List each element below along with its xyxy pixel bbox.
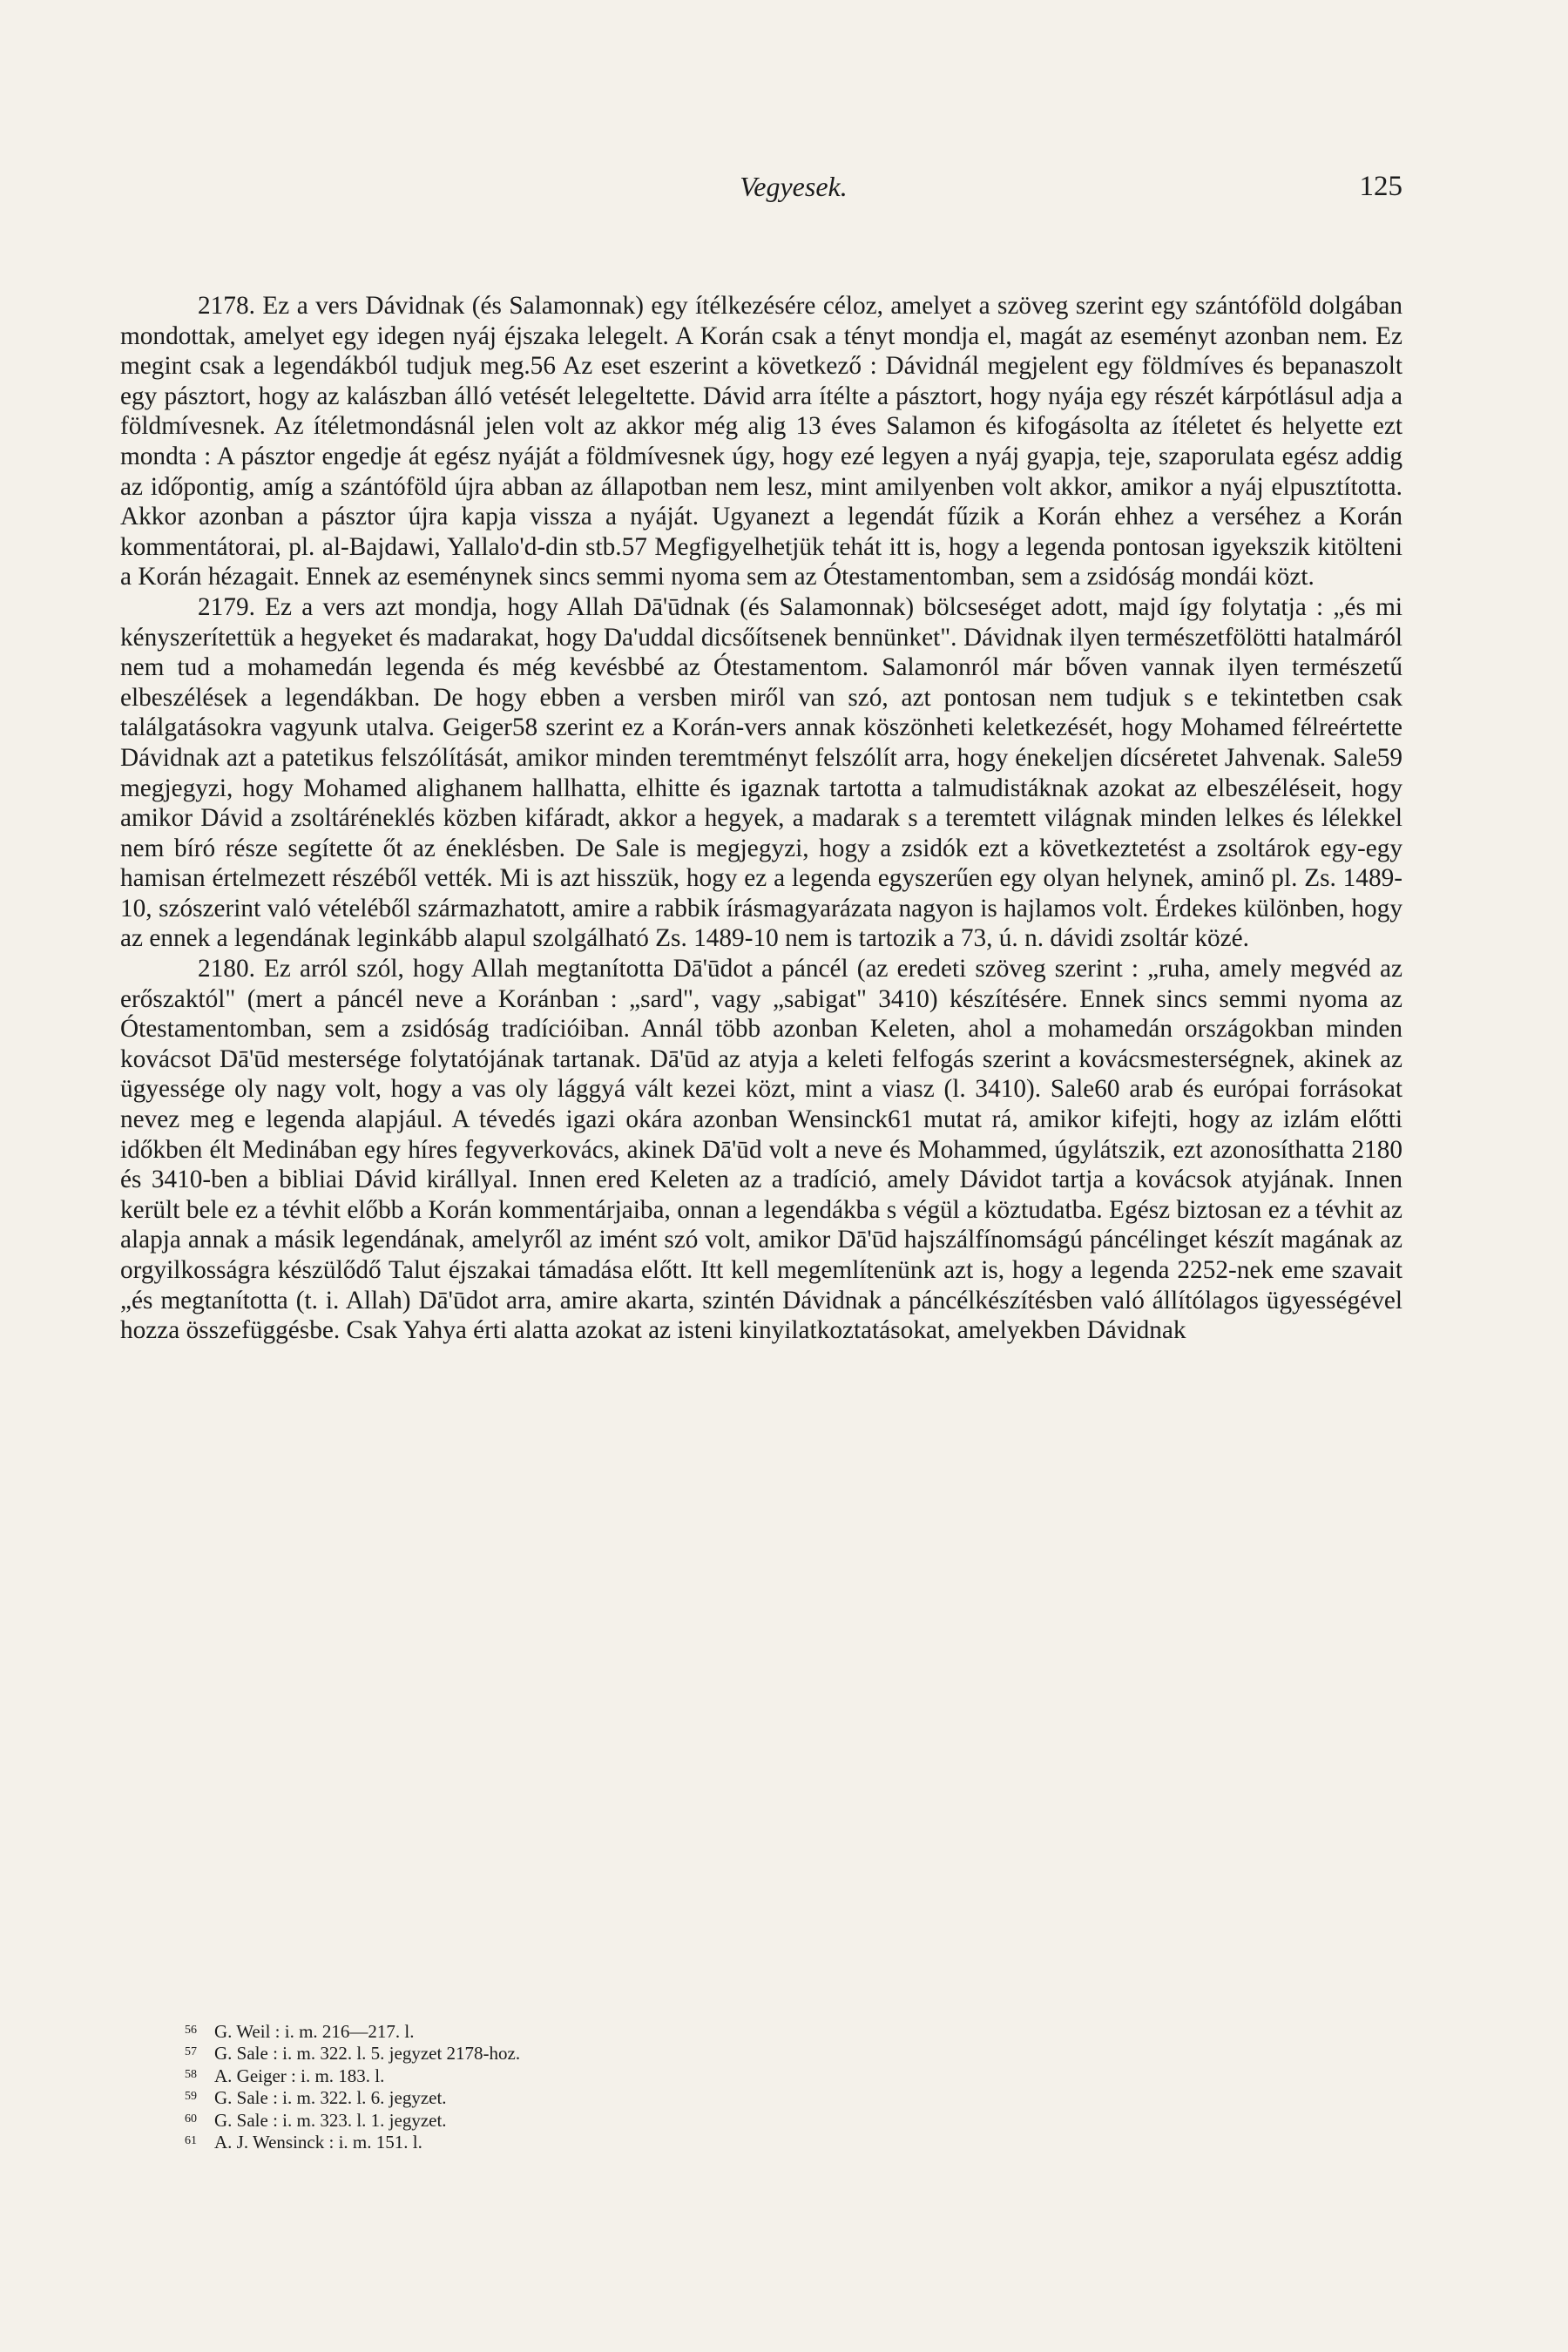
footnote-text: G. Sale : i. m. 322. l. 6. jegyzet. (214, 2087, 447, 2109)
paragraph-2178: 2178. Ez a vers Dávidnak (és Salamonnak) egy ítélkezésére céloz, amelyet a szöveg szerint egy szántóföld dolgában mondottak, amelyet egy idegen nyáj éjszaka lelegelt. A Korán csak a tényt mondja el, magát az eseményt azonban nem. Ez megint csak a legendákból tudjuk meg.56 Az eset eszerint a következő : Dávidnál megjelent egy földmíves és bepanaszolt egy pásztort, hogy az kalászban álló vetését lelegeltette. Dávid arra ítélte a pásztort, hogy nyája egy részét kárpótlásul adja a földmívesnek. Az ítéletmondásnál jelen volt az akkor még alig 13 éves Salamon és kifogásolta az ítéletet és helyette ezt mondta : A pásztor engedje át egész nyáját a földmívesnek úgy, hogy ezé legyen a nyáj gyapja, teje, szaporulata egész addig az időpontig, amíg a szántóföld újra abban az állapotban nem lesz, mint amilyenben volt akkor, amikor a nyáj elpusztította. Akkor azonban a pásztor újra kapja vissza a nyáját. Ugyanezt a legendát fűzik a Korán ehhez a verséhez a Korán kommentátorai, pl. al-Bajdawi, Yallalo'd-din stb.57 Megfigyelhetjük tehát itt is, hogy a legenda pontosan igyekszik kitölteni a Korán hézagait. Ennek az eseménynek sincs semmi nyoma sem az Ótestamentomban, sem a zsidóság mondái közt. (120, 292, 1402, 591)
footnote (185, 2065, 1143, 2086)
footnote-text: G. Sale : i. m. 323. l. 1. jegyzet. (214, 2109, 447, 2131)
page-number: 125 (1359, 171, 1402, 202)
running-header (185, 171, 1402, 209)
footnote-number: 59 (185, 2090, 197, 2104)
main-text (120, 291, 1402, 1346)
footnotes (185, 2020, 1143, 2153)
footnote-number: 60 (185, 2112, 197, 2126)
footnote-text: G. Weil : i. m. 216—217. l. (214, 2021, 415, 2042)
footnote-number: 61 (185, 2134, 197, 2148)
paragraph-2179: 2179. Ez a vers azt mondja, hogy Allah Dā'ūdnak (és Salamonnak) bölcseséget adott, majd így folytatja : „és mi kényszerítettük a hegyeket és madarakat, hogy Da'uddal dicsőítsenek bennünket". Dávidnak ilyen természetfölötti hatalmáról nem tud a mohamedán legenda és még kevésbbé az Ótestamentom. Salamonról már bőven vannak ilyen természetű elbeszélések a legendákban. De hogy ebben a versben miről van szó, azt pontosan nem tudjuk s e tekintetben csak találgatásokra vagyunk utalva. Geiger58 szerint ez a Korán-vers annak köszönheti keletkezését, hogy Mohamed félreértette Dávidnak azt a patetikus felszólítását, amikor minden teremtményt felszólít arra, hogy énekeljen dícséretet Jahvenak. Sale59 megjegyzi, hogy Mohamed alighanem hallhatta, elhitte és igaznak tartotta a talmudistáknak azokat az elbeszéléseit, hogy amikor Dávid a zsoltáréneklés közben kifáradt, akkor a hegyek, a madarak s a teremtett világnak minden lelkes és lélekkel nem bíró része segítette őt az éneklésben. De Sale is megjegyzi, hogy a zsidók ezt a következtetést a zsoltárok egy-egy hamisan értelmezett részéből vették. Mi is azt hisszük, hogy ez a legenda egyszerűen egy olyan helynek, aminő pl. Zs. 1489-10, szószerint való vételéből származhatott, amire a rabbik írásmagyarázata nagyon is hajlamos volt. Érdekes különben, hogy az ennek a legendának leginkább alapul szolgálható Zs. 1489-10 nem is tartozik a 73, ú. n. dávidi zsoltár közé. (120, 592, 1402, 953)
footnote-number: 58 (185, 2067, 197, 2081)
footnote (185, 2042, 1143, 2064)
footnote (185, 2109, 1143, 2131)
footnote-text: G. Sale : i. m. 322. l. 5. jegyzet 2178-hoz. (214, 2043, 521, 2065)
footnote-number: 56 (185, 2024, 197, 2037)
footnote (185, 2020, 1143, 2042)
header-title: Vegyesek. (740, 171, 848, 202)
footnote-text: A. J. Wensinck : i. m. 151. l. (214, 2132, 422, 2153)
footnote (185, 2131, 1143, 2153)
footnote (185, 2086, 1143, 2108)
paragraph-2180: 2180. Ez arról szól, hogy Allah megtanította Dā'ūdot a páncél (az eredeti szöveg szerint : „ruha, amely megvéd az erőszaktól" (mert a páncél neve a Koránban : „sard", vagy „sabigat" 3410) készítésére. Ennek sincs semmi nyoma az Ótestamentomban, sem a zsidóság tradícióiban. Annál több azonban Keleten, ahol a mohamedán országokban minden kovácsot Dā'ūd mestersége folytatójának tartanak. Dā'ūd az atyja a keleti felfogás szerint a kovácsmesterségnek, akinek az ügyessége oly nagy volt, hogy a vas oly lággyá vált kezei közt, mint a viasz (l. 3410). Sale60 arab és európai forrásokat nevez meg e legenda alapjául. A tévedés igazi okára azonban Wensinck61 mutat rá, amikor kifejti, hogy az izlám előtti időkben élt Medinában egy híres fegyverkovács, akinek Dā'ūd volt a neve és Mohammed, úgylátszik, ezt azonosíthatta 2180 és 3410-ben a bibliai Dávid királlyal. Innen ered Keleten az a tradíció, amely Dávidot tartja a kovácsok atyjának. Innen került bele ez a tévhit előbb a Korán kommentárjaiba, onnan a legendákba s végül a köztudatba. Egész biztosan ez a tévhit az alapja annak a másik legendának, amelyről az imént szó volt, amikor Dā'ūd hajszálfínomságú páncélinget készít magának az orgyilkosságra készülődő Talut éjszakai támadása előtt. Itt kell megemlítenünk azt is, hogy a legenda 2252-nek eme szavait „és megtanította (t. i. Allah) Dā'ūdot arra, amire akarta, szintén Dávidnak a páncélkészítésben való állítólagos ügyességével hozza összefüggésbe. Csak Yahya érti alatta azokat az isteni kinyilatkoztatásokat, amelyekben Dávidnak (120, 955, 1402, 1345)
footnote-text: A. Geiger : i. m. 183. l. (214, 2065, 385, 2086)
footnote-number: 57 (185, 2045, 197, 2059)
